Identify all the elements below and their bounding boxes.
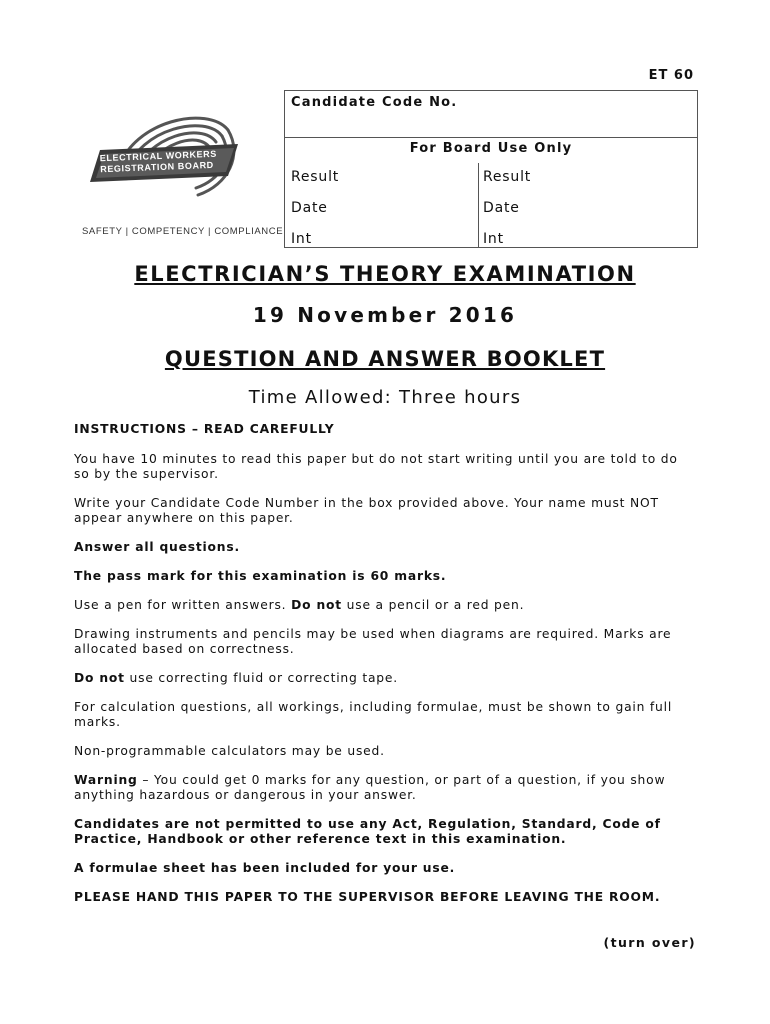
date-left-label: Date (291, 200, 328, 216)
divider (478, 163, 479, 247)
instructions-heading: INSTRUCTIONS – READ CAREFULLY (74, 422, 335, 436)
text-bold: Do not (291, 598, 342, 612)
instruction-pass-mark: The pass mark for this examination is 60 marks. (74, 569, 447, 583)
instruction-calculation: For calculation questions, all workings, including formulae, must be shown to gain full marks. (74, 700, 673, 729)
text: – You could get 0 marks for any question, or part of a question, if you show anything hazardous or dangerous in your answer. (74, 773, 666, 802)
turn-over: (turn over) (603, 935, 696, 950)
date-right-label: Date (483, 200, 520, 216)
candidate-board-box (284, 90, 698, 248)
booklet-subtitle: QUESTION AND ANSWER BOOKLET (164, 347, 606, 371)
instruction-reference: Candidates are not permitted to use any Act, Regulation, Standard, Code of Practice, Handbook or other reference text in this examination. (74, 817, 661, 846)
instruction-hand-in: PLEASE HAND THIS PAPER TO THE SUPERVISOR BEFORE LEAVING THE ROOM. (74, 890, 661, 904)
instruction-drawing: Drawing instruments and pencils may be used when diagrams are required. Marks are allocated based on correctness. (74, 627, 672, 656)
logo-line2: REGISTRATION BOARD (100, 159, 214, 175)
int-right-label: Int (483, 231, 504, 247)
text-bold: Do not (74, 671, 125, 685)
text-bold: Warning (74, 773, 138, 787)
instruction-answer-all: Answer all questions. (74, 540, 240, 554)
exam-date: 19 November 2016 (252, 303, 518, 327)
board-use-label: For Board Use Only (409, 141, 573, 156)
result-right-label: Result (483, 169, 532, 185)
text: Use a pen for written answers. (74, 598, 292, 612)
result-left-label: Result (291, 169, 340, 185)
instruction-warning (74, 773, 696, 803)
exam-code: ET 60 (648, 68, 694, 83)
logo-tagline: SAFETY | COMPETENCY | COMPLIANCE (82, 226, 284, 237)
instructions (74, 422, 696, 919)
instruction-calculators: Non-programmable calculators may be used. (74, 744, 385, 758)
exam-title: ELECTRICIAN’S THEORY EXAMINATION (134, 262, 636, 286)
instruction-candidate-code: Write your Candidate Code Number in the box provided above. Your name must NOT appear anywhere on this paper. (74, 496, 659, 525)
text: use correcting fluid or correcting tape. (124, 671, 398, 685)
int-left-label: Int (291, 231, 312, 247)
instruction-reading-time: You have 10 minutes to read this paper but do not start writing until you are told to do so by the supervisor. (74, 452, 678, 481)
divider (285, 137, 697, 138)
instruction-correcting (74, 671, 696, 686)
instruction-pen (74, 598, 696, 613)
instruction-formulae: A formulae sheet has been included for your use. (74, 861, 456, 875)
candidate-code-label: Candidate Code No. (291, 95, 458, 110)
logo-line1: ELECTRICAL WORKERS (99, 148, 218, 164)
text: use a pencil or a red pen. (341, 598, 525, 612)
time-allowed: Time Allowed: Three hours (248, 387, 522, 408)
